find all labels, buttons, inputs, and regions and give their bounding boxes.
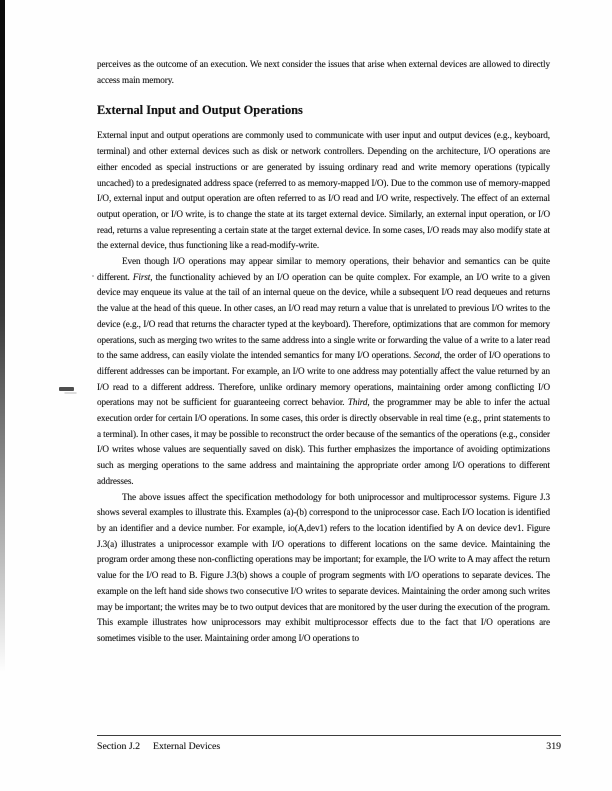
footer-section-title: External Devices bbox=[153, 741, 221, 752]
page-body bbox=[97, 57, 550, 647]
emphasis-second: Second bbox=[413, 350, 440, 361]
paragraph-io-issues bbox=[97, 254, 550, 490]
text-segment: Even though I/O operations may appear similar to memory operations, their behavior and semantics can be quite different. bbox=[97, 256, 550, 282]
intro-paragraph: perceives as the outcome of an execution. We next consider the issues that arise when external devices are allowed to directly access main memory. bbox=[97, 59, 550, 85]
margin-mark-artifact bbox=[59, 387, 74, 391]
page-footer bbox=[97, 735, 561, 752]
emphasis-third: Third bbox=[347, 397, 368, 408]
text-segment: , the programmer may be able to infer the actual execution order for certain I/O operations. In some cases, this order is directly observable in real time (e.g., print statements to a terminal). In other cases, it may be possible to reconstruct the order because of the semantics of the operations (e.g., consider I/O writes whose values are sequentially saved on disk). This further emphasizes the importance of avoiding optimizations such as merging operations to the same address and maintaining the appropriate order among I/O operations to different addresses. bbox=[97, 397, 550, 486]
footer-section-label: Section J.2 bbox=[97, 741, 140, 752]
scan-speck-artifact bbox=[92, 275, 94, 277]
paragraph-io-operations: External input and output operations are commonly used to communicate with user input and output devices (e.g., keyboard, terminal) and other external devices such as disk or network controllers. Depending on the architecture, I/O operations are either encoded as special instructions or are generated by issuing ordinary read and write memory operations (typically uncached) to a predesignated address space (referred to as memory-mapped I/O). Due to the common use of memory-mapped I/O, external input and output operation are often referred to as I/O read and I/O write, respectively. The effect of an external output operation, or I/O write, is to change the state at its target external device. Similarly, an external input operation, or I/O read, returns a value representing a certain state at the target external device. In some cases, I/O reads may also modify state at the external device, thus functioning like a read-modify-write. bbox=[97, 130, 550, 251]
section-heading: External Input and Output Operations bbox=[97, 103, 303, 118]
text-segment: , the order of I/O operations to different addresses can be important. For example, an I/O write to one address may potentially affect the value returned by an I/O read to a different address. Therefore, unlike ordinary memory operations, maintaining order among conflicting I/O operations may not be sufficient for guaranteeing correct behavior. bbox=[97, 350, 550, 408]
emphasis-first: First bbox=[132, 271, 151, 282]
page-number: 319 bbox=[546, 741, 561, 752]
text-segment: , the functionality achieved by an I/O operation can be quite complex. For example, an I/O write to a given device may enqueue its value at the tail of an internal queue on the device, while a subsequent I/O read dequeues and returns the value at the head of this queue. In other cases, an I/O read may return a value that is unrelated to previous I/O writes to the device (e.g., I/O read that returns the character typed at the keyboard). Therefore, optimizations that are common for memory operations, such as merging two writes to the same address into a single write or forwarding the value of a write to a later read to the same address, can easily violate the intended semantics for many I/O operations. bbox=[97, 271, 550, 361]
scan-edge-artifact bbox=[0, 0, 5, 700]
paragraph-figure-examples: The above issues affect the specification methodology for both uniprocessor and multiprocessor systems. Figure J.3 shows several examples to illustrate this. Examples (a)-(b) correspond to the uniprocessor case. Each I/O location is identified by an identifier and a device number. For example, io(A,dev1) refers to the location identified by A on device dev1. Figure J.3(a) illustrates a uniprocessor example with I/O operations to different locations on the same device. Maintaining the program order among these non-conflicting operations may be important; for example, the I/O write to A may affect the return value for the I/O read to B. Figure J.3(b) shows a couple of program segments with I/O operations to separate devices. The example on the left hand side shows two consecutive I/O writes to separate devices. Maintaining the order among such writes may be important; the writes may be to two output devices that are monitored by the user during the execution of the program. This example illustrates how uniprocessors may exhibit multiprocessor effects due to the fact that I/O operations are sometimes visible to the user. Maintaining order among I/O operations to bbox=[97, 491, 550, 643]
